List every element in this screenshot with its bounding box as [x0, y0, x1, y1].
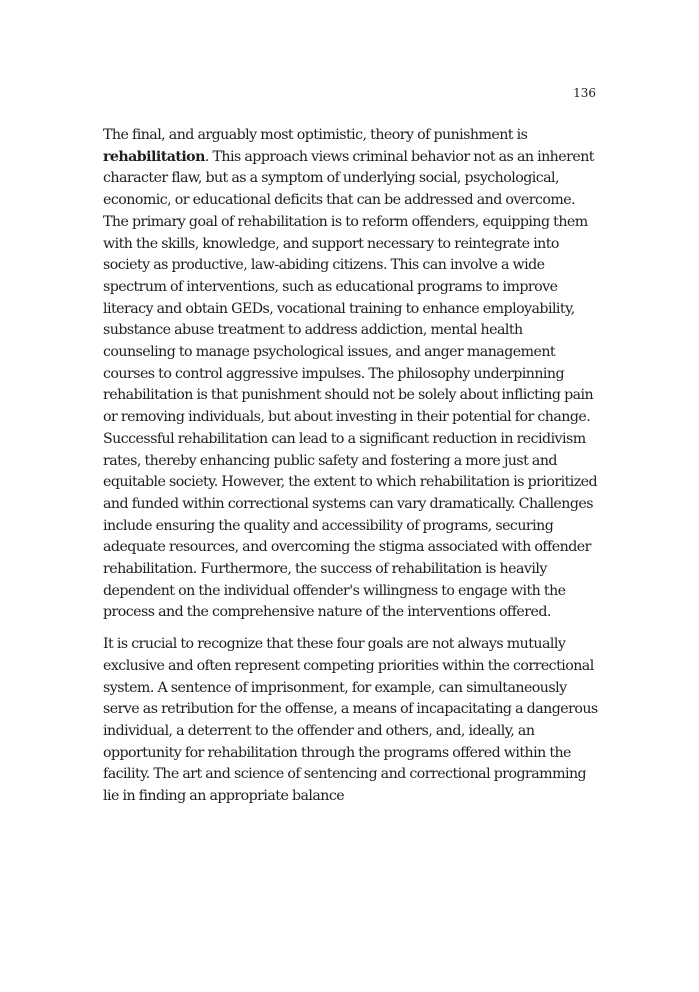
page-number: 136	[573, 86, 596, 100]
paragraph-competing-goals: It is crucial to recognize that these four goals are not always mutually exclusive and often represent competing priorities within the correctional system. A sentence of imprisonment, for example, can simultaneously serve as retribution for the offense, a means of incapacitating a dangerous individual, a deterrent to the offender and others, and, ideally, an opportunity for rehabilitation through the programs offered within the facility. The art and science of sentencing and correctional programming lie in finding an appropriate balance	[103, 636, 598, 805]
paragraph-rest-text: . This approach views criminal behavior not as an inherent character flaw, but as a symptom of underlying social, psychological, economic, or educational deficits that can be addressed and overcome. The primary goal of rehabilitation is to reform offenders, equipping them with the skills, knowledge, and support necessary to reintegrate into society as productive, law-abiding citizens. This can involve a wide spectrum of interventions, such as educational programs to improve literacy and obtain GEDs, vocational training to enhance employability, substance abuse treatment to address addiction, mental health counseling to manage psychological issues, and anger management courses to control aggressive impulses. The philosophy underpinning rehabilitation is that punishment should not be solely about inflicting pain or removing individuals, but about investing in their potential for change. Successful rehabilitation can lead to a significant reduction in recidivism rates, thereby enhancing public safety and fostering a more just and equitable society. However, the extent to which rehabilitation is prioritized and funded within correctional systems can vary dramatically. Challenges include ensuring the quality and accessibility of programs, securing adequate resources, and overcoming the stigma associated with offender rehabilitation. Furthermore, the success of rehabilitation is heavily dependent on the individual offender's willingness to engage with the process and the comprehensive nature of the interventions offered.	[103, 148, 598, 621]
body-text	[103, 125, 598, 808]
paragraph-lead-text: The final, and arguably most optimistic, theory of punishment is	[103, 127, 528, 143]
paragraph-rehabilitation	[103, 125, 598, 624]
key-term-rehabilitation: rehabilitation	[103, 148, 205, 165]
